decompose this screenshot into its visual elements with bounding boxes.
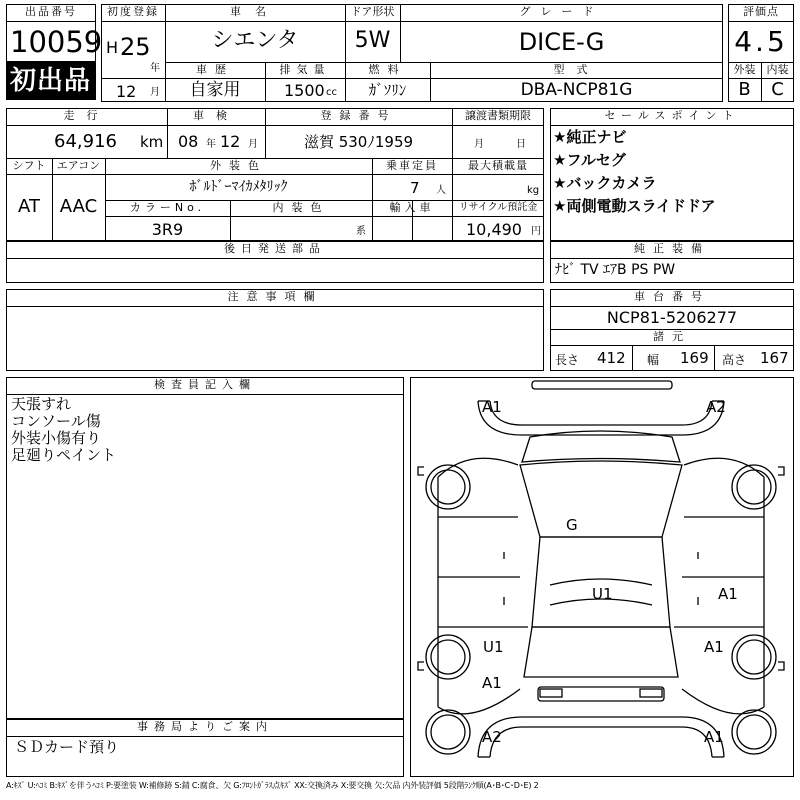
damage-mark-roof: U1 [592,585,613,603]
inspector-line: 足廻りペイント [11,446,117,464]
max-load-unit: kg [527,185,540,196]
oem-equipment: ﾅﾋﾞ TV ｴｱB PS PW [555,262,676,278]
width-label: 幅 [647,353,660,367]
first-reg-month: 12 [116,82,137,101]
damage-mark-rear-left: A2 [482,728,502,746]
damage-mark-right-front-door: A1 [718,585,738,603]
oem-equipment-label: 純正装備 [634,242,710,255]
height-label: 高さ [722,353,747,367]
fuel: ｶﾞｿﾘﾝ [368,81,407,99]
dims-label: 諸元 [653,330,691,343]
legend: A:ｷｽﾞ U:ﾍｺﾐ B:ｷｽﾞを伴うﾍｺﾐ P:要塗装 W:補修跡 S:錆 C:腐食、欠 G:ﾌﾛﾝﾄｶﾞﾗｽ点ｷｽﾞ XX:交換済み X:要交換 欠:欠品 内外装評価 5段階ﾗﾝｸ順(A･B･C･D･E) 2 [6,781,539,790]
sales-point-item: ★純正ナビ [553,128,627,146]
damage-mark-rear-right: A1 [704,728,724,746]
aircon: AAC [59,196,98,217]
lot-number: 10059 [10,25,103,59]
registration: 滋賀 530ﾉ1959 [303,133,414,151]
damage-mark-left-rear-door: U1 [483,638,504,656]
inspection-month-unit: 月 [248,139,258,150]
capacity-unit: 人 [436,185,446,196]
mileage-unit: km [140,133,164,151]
inspection-label: 車検 [193,109,239,122]
damage-mark-front-right: A2 [706,398,726,416]
transfer-label: 譲渡書類期限 [465,109,531,122]
sales-point-item: ★フルセグ [553,151,626,169]
length: 412 [597,349,626,367]
model: DBA-NCP81G [520,80,633,100]
capacity-label: 乗車定員 [386,159,438,172]
era: H [106,38,119,57]
inspector-line: コンソール傷 [11,412,101,430]
interior-color-label: 内装色 [272,201,330,214]
first-reg-month-unit: 月 [150,87,160,98]
damage-mark-right-rear-door: A1 [704,638,724,656]
first-listing-badge-text: 初出品 [10,66,92,96]
later-parts-label: 後日発送部品 [224,242,326,255]
exterior-grade: B [738,79,751,100]
transfer-day-unit: 日 [516,139,526,150]
color-no-label: カラーNo. [129,201,206,214]
recycle: 10,490 [466,220,522,239]
displacement: 1500 [284,81,325,100]
import-label: 輸入車 [389,201,435,214]
door-label: ドア形状 [350,5,395,18]
aircon-label: エアコン [56,159,101,172]
inspector-line: 天張すれ [11,395,72,413]
damage-mark-left-rear-fender: A1 [482,674,502,692]
recycle-label: リサイクル預託金 [458,202,538,213]
fuel-label: 燃料 [368,63,407,76]
mileage: 64,916 [54,131,117,152]
interior-grade: C [771,79,784,100]
notes-label: 注意事項欄 [227,290,323,303]
transfer-month-unit: 月 [474,139,484,150]
model-label: 型式 [553,63,600,76]
score: 4.5 [734,25,788,58]
exterior-color-label: 外装色 [210,159,267,172]
displacement-label: 排気量 [279,63,331,76]
office-label: 事務局よりご案内 [137,720,273,733]
damage-mark-hood: G [566,516,578,534]
chassis-label: 車台番号 [634,290,710,303]
shift: AT [18,196,40,217]
inspector-line: 外装小傷有り [11,429,102,447]
car-damage-diagram [410,377,792,777]
history-label: 車歴 [196,63,234,76]
inspection-month: 12 [220,132,241,151]
displacement-unit: cc [326,87,337,98]
lot-number-label: 出品番号 [25,5,77,18]
door-type: 5W [354,28,391,53]
exterior-grade-label: 外装 [733,63,756,76]
max-load-label: 最大積載量 [468,159,528,172]
car-name-label: 車名 [230,5,280,18]
car-name: シエンタ [211,28,299,53]
length-label: 長さ [555,353,580,367]
exterior-color: ﾎﾞﾙﾄﾞｰﾏｲｶﾒﾀﾘｯｸ [189,179,288,195]
sales-point-item: ★バックカメラ [553,174,657,192]
inspector-label: 検査員記入欄 [154,378,256,391]
grade-label: グレード [519,5,604,18]
history: 自家用 [189,80,241,100]
height: 167 [760,349,789,367]
shift-label: シフト [12,159,46,172]
first-reg-year-unit: 年 [150,63,160,74]
capacity: 7 [410,179,420,197]
score-label: 評価点 [743,5,779,18]
office-text: ＳＤカード預り [14,738,120,756]
first-reg-label: 初度登録 [107,5,159,18]
grade: DICE-G [518,28,605,56]
interior-color-unit: 系 [356,226,366,237]
inspection-year-unit: 年 [206,139,216,150]
interior-grade-label: 内装 [766,63,789,76]
sales-point-item: ★両側電動スライドドア [553,197,716,215]
color-no: 3R9 [151,220,184,239]
width: 169 [680,349,709,367]
inspection-year: 08 [178,132,199,151]
damage-mark-front-left: A1 [482,398,502,416]
mileage-label: 走行 [63,109,110,122]
sales-points-label: セールスポイント [604,109,740,122]
registration-label: 登録番号 [320,109,397,122]
first-reg-year: 25 [120,33,151,61]
recycle-unit: 円 [531,226,541,237]
chassis-number: NCP81-5206277 [606,308,738,327]
